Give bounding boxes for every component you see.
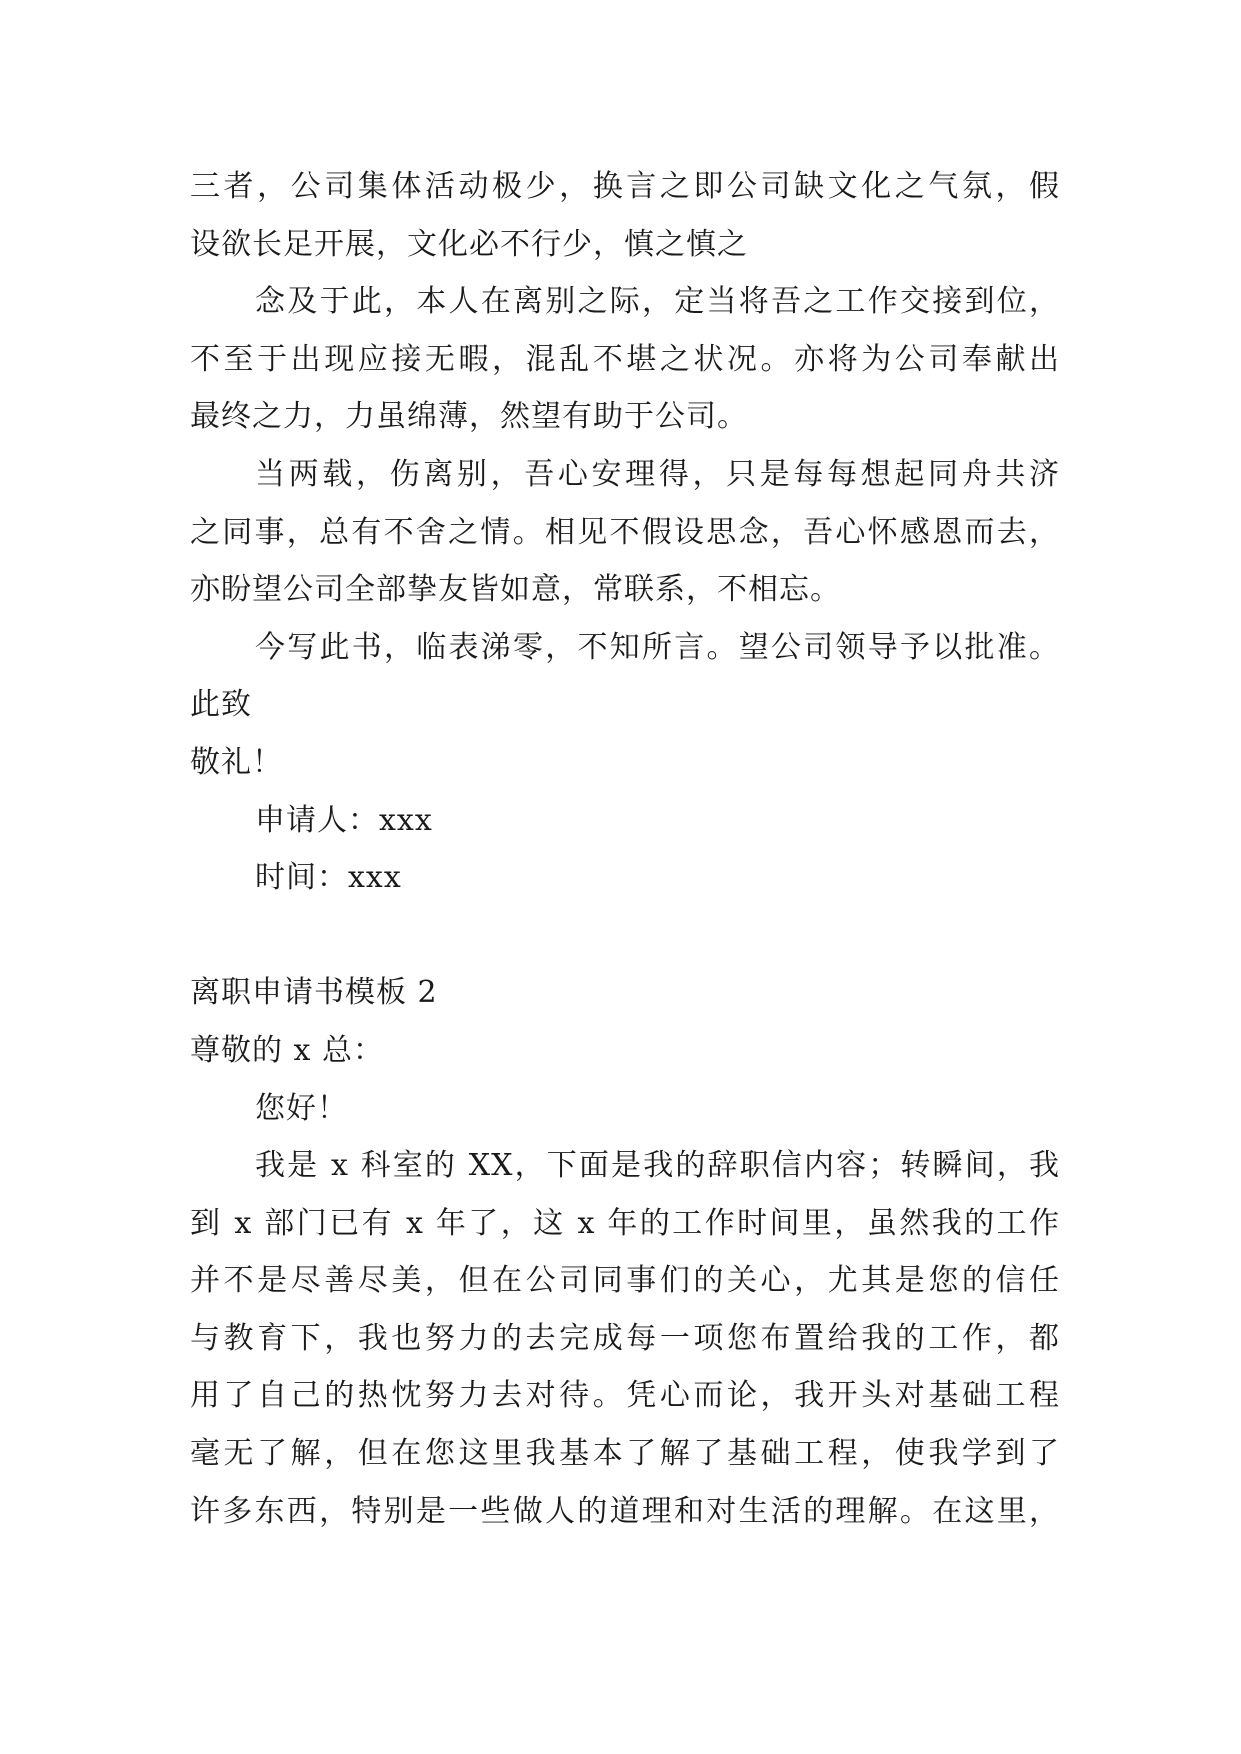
text-line: 您好！ xyxy=(255,1090,348,1126)
text-line: 并不是尽善尽美，但在公司同事们的关心，尤其是您的信任 xyxy=(190,1263,1060,1299)
text-line: 当两载，伤离别，吾心安理得，只是每每想起同舟共济 xyxy=(255,456,1060,492)
text-line: 尊敬的 x 总： xyxy=(190,1032,384,1068)
text-line: 之同事，总有不舍之情。相见不假设思念，吾心怀感恩而去， xyxy=(190,514,1060,550)
blank-line xyxy=(190,907,1060,965)
text-line: 与教育下，我也努力的去完成每一项您布置给我的工作，都 xyxy=(190,1320,1060,1356)
text-line: 时间：xxx xyxy=(255,860,402,896)
text-line: 毫无了解，但在您这里我基本了解了基础工程，使我学到了 xyxy=(190,1436,1060,1472)
document-body xyxy=(190,158,1060,1540)
text-line: 亦盼望公司全部挚友皆如意，常联系，不相忘。 xyxy=(190,572,841,608)
text-line: 今写此书，临表涕零，不知所言。望公司领导予以批准。 xyxy=(255,629,1060,665)
text-line: 最终之力，力虽绵薄，然望有助于公司。 xyxy=(190,399,748,435)
text-line: 三者，公司集体活动极少，换言之即公司缺文化之气氛，假 xyxy=(190,169,1060,204)
text-line: 设欲长足开展，文化必不行少，慎之慎之 xyxy=(190,226,748,262)
text-line: 用了自己的热忱努力去对待。凭心而论，我开头对基础工程 xyxy=(190,1378,1060,1414)
text-line: 到 x 部门已有 x 年了，这 x 年的工作时间里，虽然我的工作 xyxy=(190,1205,1060,1241)
text-line: 我是 x 科室的 XX，下面是我的辞职信内容；转瞬间，我 xyxy=(255,1148,1060,1184)
text-line: 离职申请书模板 2 xyxy=(190,975,438,1011)
text-line: 敬礼！ xyxy=(190,744,283,780)
text-line: 不至于出现应接无暇，混乱不堪之状况。亦将为公司奉献出 xyxy=(190,341,1060,377)
text-line: 此致 xyxy=(190,687,252,723)
text-line: 申请人：xxx xyxy=(255,802,433,838)
text-line: 念及于此，本人在离别之际，定当将吾之工作交接到位， xyxy=(255,284,1060,320)
text-line: 许多东西，特别是一些做人的道理和对生活的理解。在这里， xyxy=(190,1493,1060,1529)
